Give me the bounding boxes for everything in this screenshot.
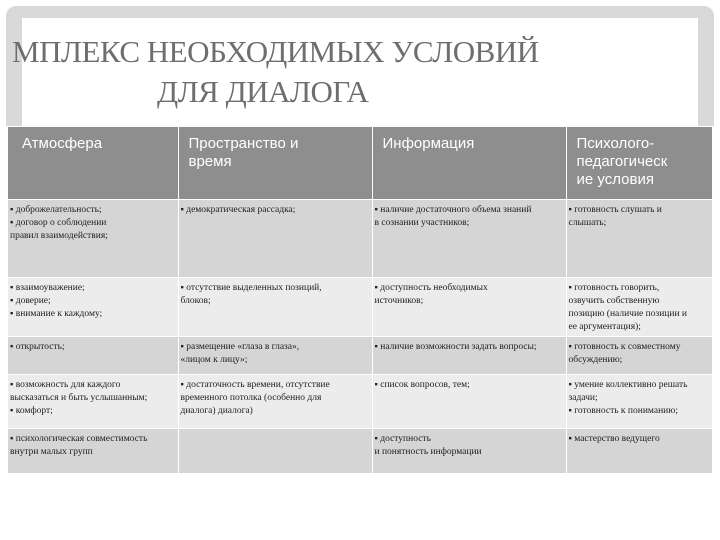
cell-line: и понятность информации xyxy=(374,447,482,457)
cell-line: ▪ внимание к каждому; xyxy=(10,309,103,319)
title-box xyxy=(12,18,698,126)
space-time-cell xyxy=(178,429,372,473)
cell-line: ▪ умение коллективно решать xyxy=(568,380,688,390)
conditions-table xyxy=(8,127,713,473)
psych-cell xyxy=(566,278,712,337)
cell-line: ▪ доверие; xyxy=(10,296,51,306)
space-time-cell xyxy=(178,337,372,375)
psych-cell xyxy=(566,337,712,375)
atmosphere-cell xyxy=(8,429,178,473)
slide-title-line-2: ДЛЯ ДИАЛОГА xyxy=(157,74,369,109)
header-space-time: Пространство и время xyxy=(178,127,372,200)
cell-line: ▪ готовность слушать и xyxy=(568,205,662,215)
information-cell xyxy=(372,429,566,473)
cell-line: ее аргументация); xyxy=(568,322,641,332)
cell-line: задачи; xyxy=(568,393,598,403)
table-row xyxy=(8,200,712,278)
cell-line: ▪ отсутствие выделенных позиций, xyxy=(180,283,322,293)
cell-line: обсуждению; xyxy=(568,355,623,365)
cell-line: озвучить собственную xyxy=(568,296,660,306)
cell-line: правил взаимодействия; xyxy=(10,231,108,241)
cell-line: ▪ готовность говорить, xyxy=(568,283,660,293)
information-cell xyxy=(372,200,566,278)
atmosphere-cell xyxy=(8,337,178,375)
cell-line: ▪ готовность к пониманию; xyxy=(568,406,678,416)
information-cell xyxy=(372,278,566,337)
table-row xyxy=(8,375,712,429)
cell-line: ▪ мастерство ведущего xyxy=(568,434,660,444)
cell-line: ▪ демократическая рассадка; xyxy=(180,205,296,215)
slide-title-line-1: МПЛЕКС НЕОБХОДИМЫХ УСЛОВИЙ xyxy=(12,34,539,69)
cell-line: ▪ список вопросов, тем; xyxy=(374,380,470,390)
table-row xyxy=(8,337,712,375)
cell-line: ▪ доброжелательность; xyxy=(10,205,102,215)
cell-line: блоков; xyxy=(180,296,211,306)
cell-line: ▪ доступность необходимых xyxy=(374,283,488,293)
space-time-cell xyxy=(178,200,372,278)
cell-line: ▪ открытость; xyxy=(10,342,65,352)
cell-line: ▪ наличие возможности задать вопросы; xyxy=(374,342,537,352)
psych-cell xyxy=(566,429,712,473)
cell-line: «лицом к лицу»; xyxy=(180,355,248,365)
cell-line: ▪ размещение «глаза в глаза», xyxy=(180,342,300,352)
cell-line: ▪ психологическая совместимость xyxy=(10,434,148,444)
cell-line: ▪ комфорт; xyxy=(10,406,53,416)
cell-line: в сознании участников; xyxy=(374,218,470,228)
atmosphere-cell xyxy=(8,200,178,278)
cell-line: позицию (наличие позиции и xyxy=(568,309,688,319)
psych-cell xyxy=(566,375,712,429)
cell-line: ▪ взаимоуважение; xyxy=(10,283,85,293)
table-body xyxy=(8,200,712,473)
cell-line: слышать; xyxy=(568,218,607,228)
table-header-row xyxy=(8,127,712,200)
cell-line: ▪ достаточность времени, отсутствие xyxy=(180,380,330,390)
header-atmosphere: Атмосфера xyxy=(8,127,178,200)
cell-line: высказаться и быть услышанным; xyxy=(10,393,148,403)
header-information: Информация xyxy=(372,127,566,200)
cell-line: ▪ договор о соблюдении xyxy=(10,218,107,228)
atmosphere-cell xyxy=(8,375,178,429)
information-cell xyxy=(372,375,566,429)
table-row xyxy=(8,429,712,473)
cell-line: диалога) диалога) xyxy=(180,406,253,416)
cell-line: ▪ возможность для каждого xyxy=(10,380,121,390)
cell-line: внутри малых групп xyxy=(10,447,93,457)
cell-line: временного потолка (особенно для xyxy=(180,393,322,403)
atmosphere-cell xyxy=(8,278,178,337)
cell-line: ▪ готовность к совместному xyxy=(568,342,681,352)
cell-line: источников; xyxy=(374,296,424,306)
cell-line: ▪ наличие достаточного объема знаний xyxy=(374,205,532,215)
header-psych-conditions: Психолого- педагогическ ие условия xyxy=(566,127,712,200)
information-cell xyxy=(372,337,566,375)
table-row xyxy=(8,278,712,337)
space-time-cell xyxy=(178,278,372,337)
cell-line: ▪ доступность xyxy=(374,434,431,444)
space-time-cell xyxy=(178,375,372,429)
psych-cell xyxy=(566,200,712,278)
